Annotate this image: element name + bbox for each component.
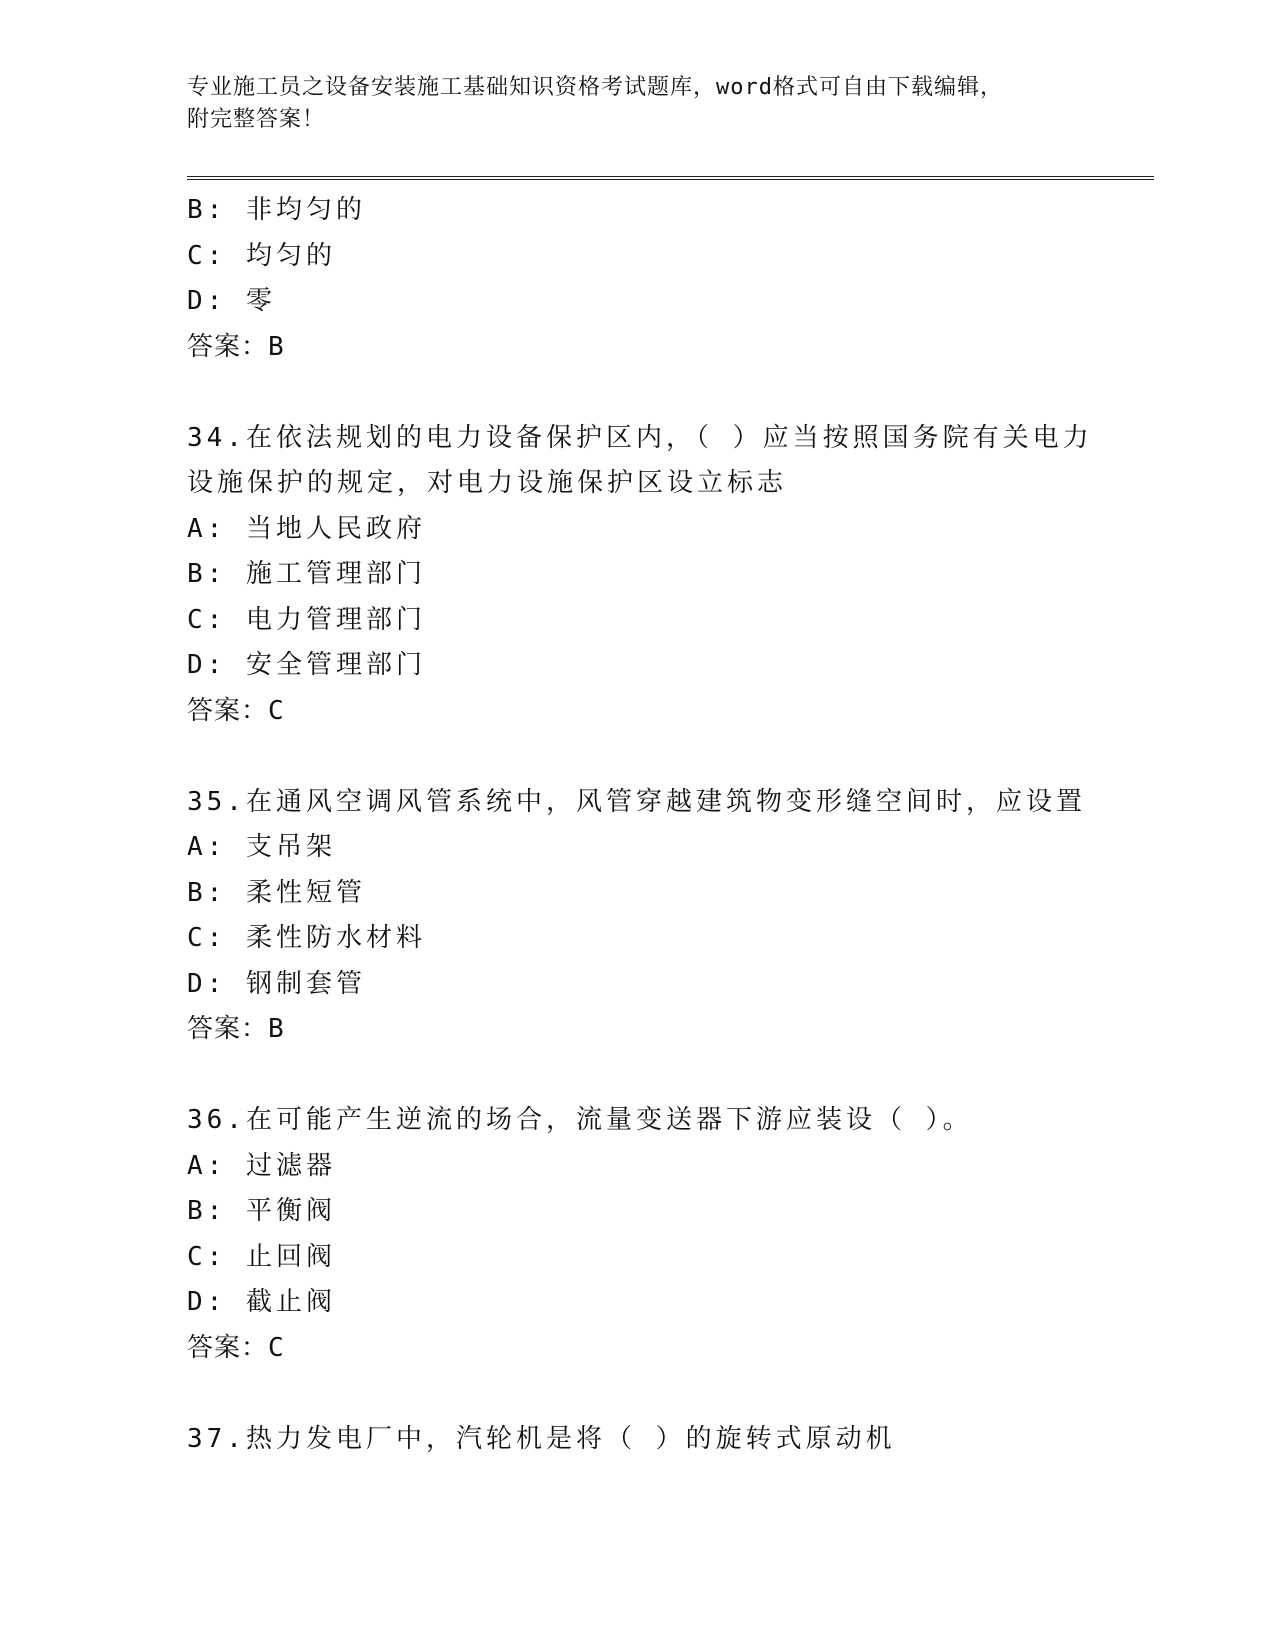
option-a: A: 当地人民政府 <box>187 513 426 544</box>
answer: 答案：B <box>187 331 285 362</box>
question-stem: 37.热力发电厂中，汽轮机是将（ ）的旋转式原动机 <box>187 1423 896 1454</box>
question-list <box>187 188 1107 1462</box>
option-c: C: 电力管理部门 <box>187 604 426 635</box>
option-c: C: 柔性防水材料 <box>187 923 426 953</box>
question-33-continued <box>187 188 1107 370</box>
spacer <box>187 1371 1107 1417</box>
option-c: C: 均匀的 <box>187 240 336 271</box>
spacer <box>187 1053 1107 1099</box>
answer: 答案：C <box>187 1332 285 1363</box>
option-b: B: 柔性短管 <box>187 877 366 908</box>
option-d: D: 钢制套管 <box>187 968 366 999</box>
question-stem: 设施保护的规定，对电力设施保护区设立标志 <box>187 468 788 498</box>
question-34 <box>187 416 1107 735</box>
question-36 <box>187 1098 1107 1371</box>
option-d: D: 零 <box>187 286 276 316</box>
header-divider <box>187 176 1154 180</box>
question-stem: 35.在通风空调风管系统中，风管穿越建筑物变形缝空间时，应设置 <box>187 786 1086 817</box>
option-a: A: 支吊架 <box>187 832 336 862</box>
document-header <box>187 72 1087 136</box>
spacer <box>187 370 1107 416</box>
option-b: B: 施工管理部门 <box>187 559 426 589</box>
question-stem: 36.在可能产生逆流的场合，流量变送器下游应装设（ ）。 <box>187 1105 973 1135</box>
option-d: D: 截止阀 <box>187 1287 336 1317</box>
answer: 答案：B <box>187 1014 285 1044</box>
header-line-1: 专业施工员之设备安装施工基础知识资格考试题库，word格式可自由下载编辑， <box>187 75 1003 100</box>
header-line-2: 附完整答案！ <box>187 107 326 132</box>
option-b: B: 非均匀的 <box>187 195 366 225</box>
option-a: A: 过滤器 <box>187 1150 336 1181</box>
option-b: B: 平衡阀 <box>187 1196 336 1226</box>
option-c: C: 止回阀 <box>187 1241 336 1272</box>
spacer <box>187 734 1107 780</box>
option-d: D: 安全管理部门 <box>187 650 426 680</box>
question-37 <box>187 1417 1107 1463</box>
answer: 答案：C <box>187 695 285 726</box>
question-stem: 34.在依法规划的电力设备保护区内，（ ）应当按照国务院有关电力 <box>187 422 1093 453</box>
question-35 <box>187 780 1107 1053</box>
